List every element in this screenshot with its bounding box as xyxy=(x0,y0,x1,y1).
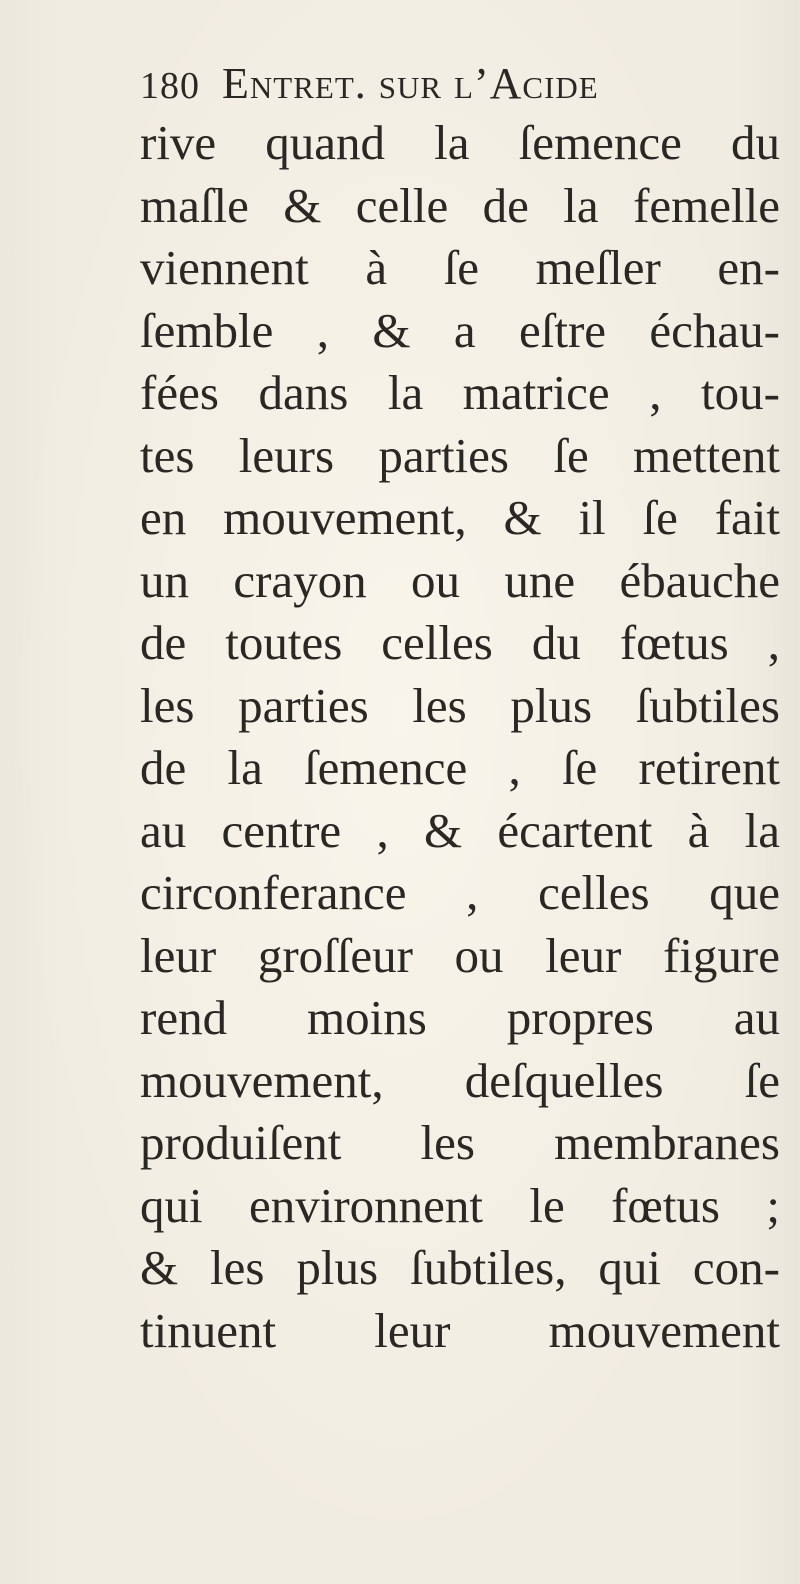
text-line: de toutes celles du fœtus , xyxy=(140,615,780,670)
text-line: rive quand la ſemence du xyxy=(140,115,780,170)
page-header xyxy=(140,58,599,114)
body-text xyxy=(140,112,780,1362)
text-line: rend moins propres au xyxy=(140,990,780,1045)
text-line: maſle & celle de la femelle xyxy=(140,177,780,233)
text-line: ſemble , & a eſtre échau- xyxy=(140,302,780,358)
text-line: mouvement, deſquelles ſe xyxy=(140,1052,780,1108)
text-line: & les plus ſubtiles, qui con- xyxy=(140,1240,780,1295)
text-line: de la ſemence , ſe retirent xyxy=(140,740,780,795)
text-line: les parties les plus ſubtiles xyxy=(140,677,780,733)
page-number: 180 xyxy=(140,65,200,107)
text-line: tes leurs parties ſe mettent xyxy=(140,427,780,483)
text-line: qui environnent le fœtus ; xyxy=(140,1177,780,1233)
text-line: viennent à ſe meſler en- xyxy=(140,240,780,295)
text-line: en mouvement, & il ſe fait xyxy=(140,490,780,545)
running-head: Entret. sur l’Acide xyxy=(222,59,599,108)
text-line: circonferance , celles que xyxy=(140,865,780,920)
text-line: fées dans la matrice , tou- xyxy=(140,365,780,420)
text-line: au centre , & écartent à la xyxy=(140,802,780,858)
text-line: un crayon ou une ébauche xyxy=(140,552,780,608)
text-line: produiſent les membranes xyxy=(140,1115,780,1170)
text-line: tinuent leur mouvement xyxy=(140,1302,780,1358)
text-line: leur groſſeur ou leur figure xyxy=(140,927,780,983)
